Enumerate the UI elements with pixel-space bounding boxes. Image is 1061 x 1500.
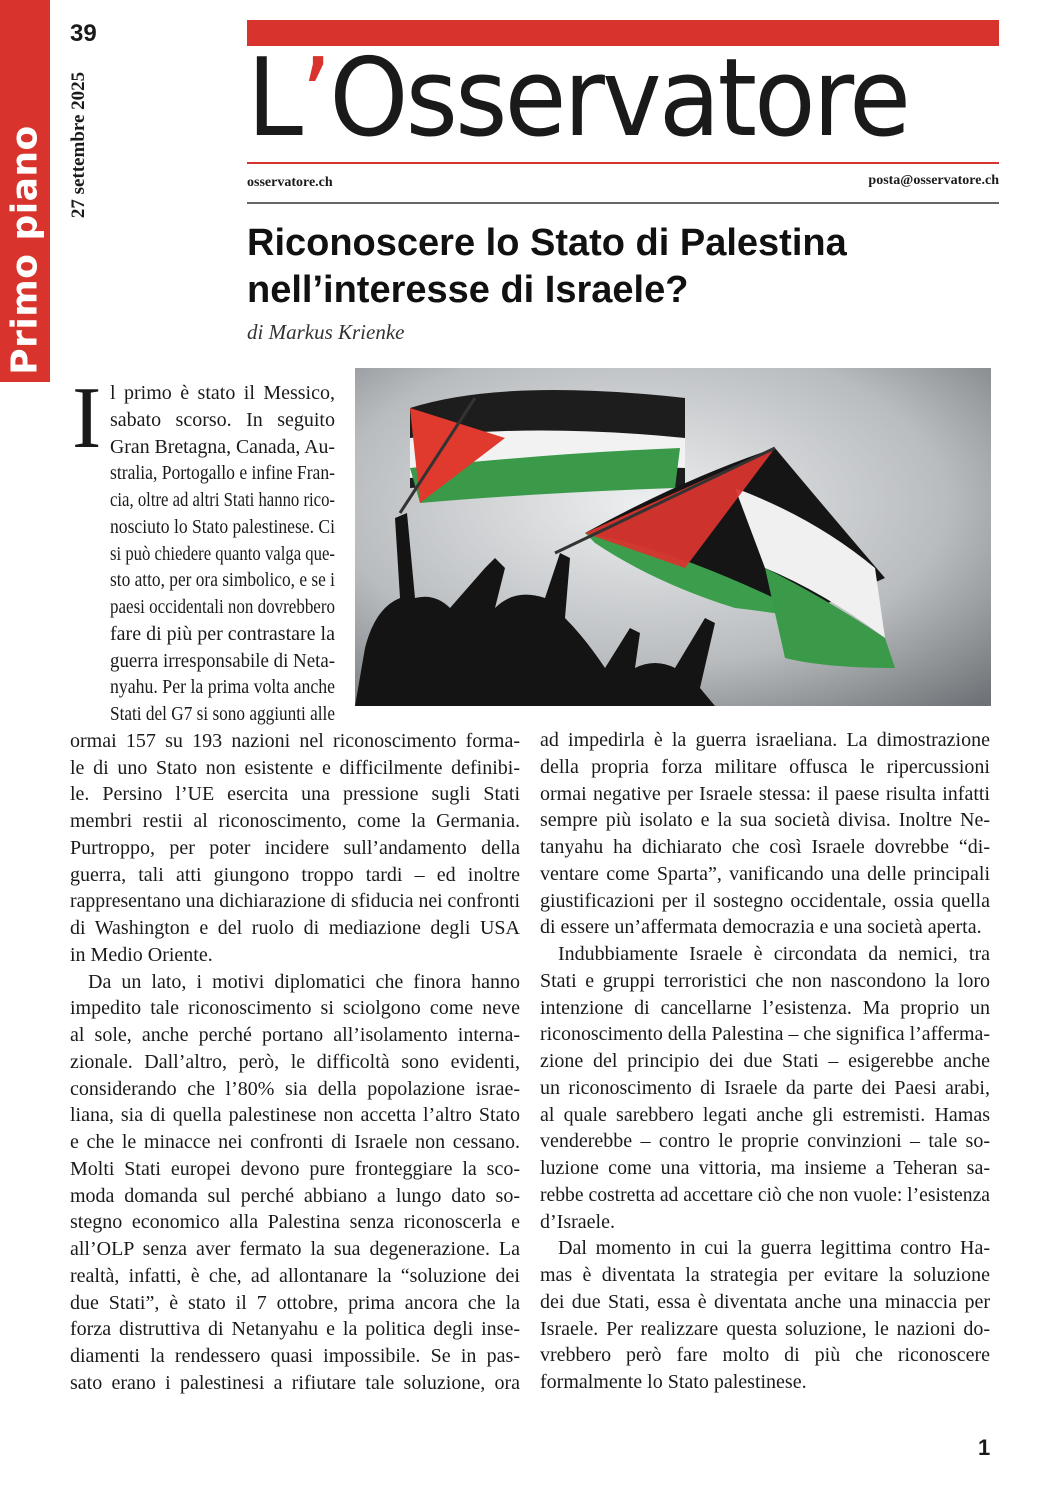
article-headline xyxy=(247,220,1007,314)
text-line: stegno economico alla Palestina senza riconoscerla e xyxy=(70,1211,520,1234)
text-line: due Stati”, è stato il 7 ottobre, prima ancora che la xyxy=(70,1291,520,1314)
text-line: liana, sia di quella palestinese non accetta l’altro Stato xyxy=(70,1104,520,1127)
text-line: diamenti la rendessero quasi impossibile. Se in pas- xyxy=(70,1345,520,1367)
text-line: membri restii al riconoscimento, come la Germania. xyxy=(70,810,520,832)
text-line: rappresentano una dichiarazione di sfiducia nei confronti xyxy=(70,890,520,913)
text-line: zionale. Dall’altro, però, le difficoltà sono evidenti, xyxy=(70,1050,520,1073)
text-line: ventare come Sparta”, vanificando una delle principali xyxy=(540,862,990,885)
paragraph xyxy=(540,727,990,941)
drop-cap: I xyxy=(72,370,102,467)
masthead-divider xyxy=(247,162,999,164)
text-line: Dal momento in cui la guerra legittima contro Ha- xyxy=(558,1237,990,1260)
paragraph xyxy=(70,380,520,728)
text-line: zione del principio dei due Stati – esigerebbe anche xyxy=(540,1050,990,1072)
email-link[interactable]: posta@osservatore.ch xyxy=(868,173,999,188)
text-line: ormai negative per Israele stessa: il paese risulta infatti xyxy=(540,782,990,805)
text-line: realtà, infatti, è che, ad allontanare la “soluzione dei xyxy=(70,1264,520,1287)
page-number: 1 xyxy=(978,1435,991,1460)
text-line: le di uno Stato non esistente e difficilmente definibi- xyxy=(70,756,520,779)
text-line: le. Persino l’UE esercita una pressione sugli Stati xyxy=(70,783,520,806)
website-link[interactable]: osservatore.ch xyxy=(247,175,333,190)
text-line: fare di più per contrastare la xyxy=(110,622,335,645)
text-line: formalmente lo Stato palestinese. xyxy=(540,1371,807,1393)
text-line: rebbe costretta ad accettare ciò che non vuole: l’esistenza xyxy=(540,1183,990,1206)
section-tab xyxy=(0,0,50,382)
article-column-right xyxy=(540,727,990,1396)
text-line: in Medio Oriente. xyxy=(70,943,213,966)
text-line: venderebbe – contro le proprie convinzioni – tale so- xyxy=(540,1130,990,1153)
text-line: considerando che l’80% sia della popolazione israe- xyxy=(70,1077,520,1100)
text-line: l primo è stato il Messico, xyxy=(110,382,335,404)
text-line: nosciuto lo Stato palestinese. Ci xyxy=(110,515,335,538)
byline: di Markus Krienke xyxy=(247,320,405,344)
logo-name: Osservatore xyxy=(329,36,909,161)
header-divider xyxy=(247,202,999,204)
text-line: al quale sarebbero legati anche gli estremisti. Hamas xyxy=(540,1103,990,1126)
text-line: intenzione di cancellarne l’esistenza. Ma proprio un xyxy=(540,996,990,1019)
text-line: Da un lato, i motivi diplomatici che finora hanno xyxy=(88,970,520,993)
text-line: guerra irresponsabile di Neta- xyxy=(110,649,335,672)
headline-line-2: nell’interesse di Israele? xyxy=(247,269,689,311)
text-line: Molti Stati europei devono pure fronteggiare la sco- xyxy=(70,1157,520,1180)
section-label: Primo piano xyxy=(4,125,46,375)
text-line: d’Israele. xyxy=(540,1210,615,1233)
text-line: Indubbiamente Israele è circondata da nemici, tra xyxy=(558,943,990,965)
article-column-left xyxy=(70,380,520,1397)
text-line: Stati del G7 si sono aggiunti alle xyxy=(110,703,335,725)
text-line: giustificazioni per il sostegno occidentale, ossia quella xyxy=(540,889,990,912)
text-line: Stati e gruppi terroristici che non nascondono la loro xyxy=(540,969,990,992)
text-line: luzione come una vittoria, ma insieme a Teheran sa- xyxy=(540,1157,990,1179)
headline-line-1: Riconoscere lo Stato di Palestina xyxy=(247,222,847,264)
text-line: stralia, Portogallo e infine Fran- xyxy=(110,462,335,485)
text-line: della propria forza militare offusca le ripercussioni xyxy=(540,755,990,778)
paragraph xyxy=(70,728,520,969)
text-line: riconoscimento della Palestina – che significa l’afferma- xyxy=(540,1023,990,1046)
text-line: Israele. Per realizzare questa soluzione, le nazioni do- xyxy=(540,1317,990,1340)
issue-date: 27 settembre 2025 xyxy=(68,71,89,219)
text-line: paesi occidentali non dovrebbero xyxy=(110,596,335,618)
masthead-logo xyxy=(247,36,909,161)
text-line: sempre più isolato e la sua società divisa. Inoltre Ne- xyxy=(540,809,990,832)
paragraph xyxy=(70,969,520,1397)
text-line: forza distruttiva di Netanyahu e la politica degli inse- xyxy=(70,1318,520,1341)
logo-apostrophe: ’ xyxy=(300,36,330,161)
text-line: impedito tale riconoscimento si sciolgono come neve xyxy=(70,997,520,1020)
text-line: tanyahu ha dichiarato che così Israele dovrebbe “di- xyxy=(540,836,990,858)
issue-number: 39 xyxy=(70,20,97,47)
text-line: Gran Bretagna, Canada, Au- xyxy=(110,435,335,458)
logo-letter: L xyxy=(247,36,301,161)
text-line: dei due Stati, essa è diventata anche una minaccia per xyxy=(540,1290,990,1313)
text-line: ormai 157 su 193 nazioni nel riconoscimento forma- xyxy=(70,729,520,752)
text-line: sto atto, per ora simbolico, e se i xyxy=(110,569,335,592)
text-line: sabato scorso. In seguito xyxy=(110,408,335,431)
text-line: mas è diventata la strategia per evitare la soluzione xyxy=(540,1264,990,1286)
text-line: di Washington e del ruolo di mediazione degli USA xyxy=(70,917,520,939)
text-line: un riconoscimento di Israele da parte dei Paesi arabi, xyxy=(540,1076,990,1099)
text-line: di essere un’affermata democrazia e una società aperta. xyxy=(540,916,982,939)
text-line: e che le minacce nei confronti di Israele non cessano. xyxy=(70,1131,520,1153)
paragraph xyxy=(540,1235,990,1396)
text-line: vrebbero però fare molto di più che riconoscere xyxy=(540,1344,990,1367)
text-line: sato erano i palestinesi a rifiutare tale soluzione, ora xyxy=(70,1371,520,1394)
text-line: moda domanda sul perché abbiano a lungo dato so- xyxy=(70,1184,520,1207)
text-line: ad impedirla è la guerra israeliana. La dimostrazione xyxy=(540,729,990,751)
text-line: guerra, tali atti giungono troppo tardi – ed inoltre xyxy=(70,863,520,886)
text-line: all’OLP senza aver fermato la sua degenerazione. La xyxy=(70,1238,520,1260)
text-line: nyahu. Per la prima volta anche xyxy=(110,676,335,699)
text-line: cia, oltre ad altri Stati hanno rico- xyxy=(110,489,335,511)
text-line: al sole, anche perché portano all’isolamento interna- xyxy=(70,1024,520,1046)
paragraph xyxy=(540,941,990,1235)
text-line: Purtroppo, per poter incidere sull’andamento della xyxy=(70,836,520,859)
text-line: si può chiedere quanto valga que- xyxy=(110,542,335,565)
